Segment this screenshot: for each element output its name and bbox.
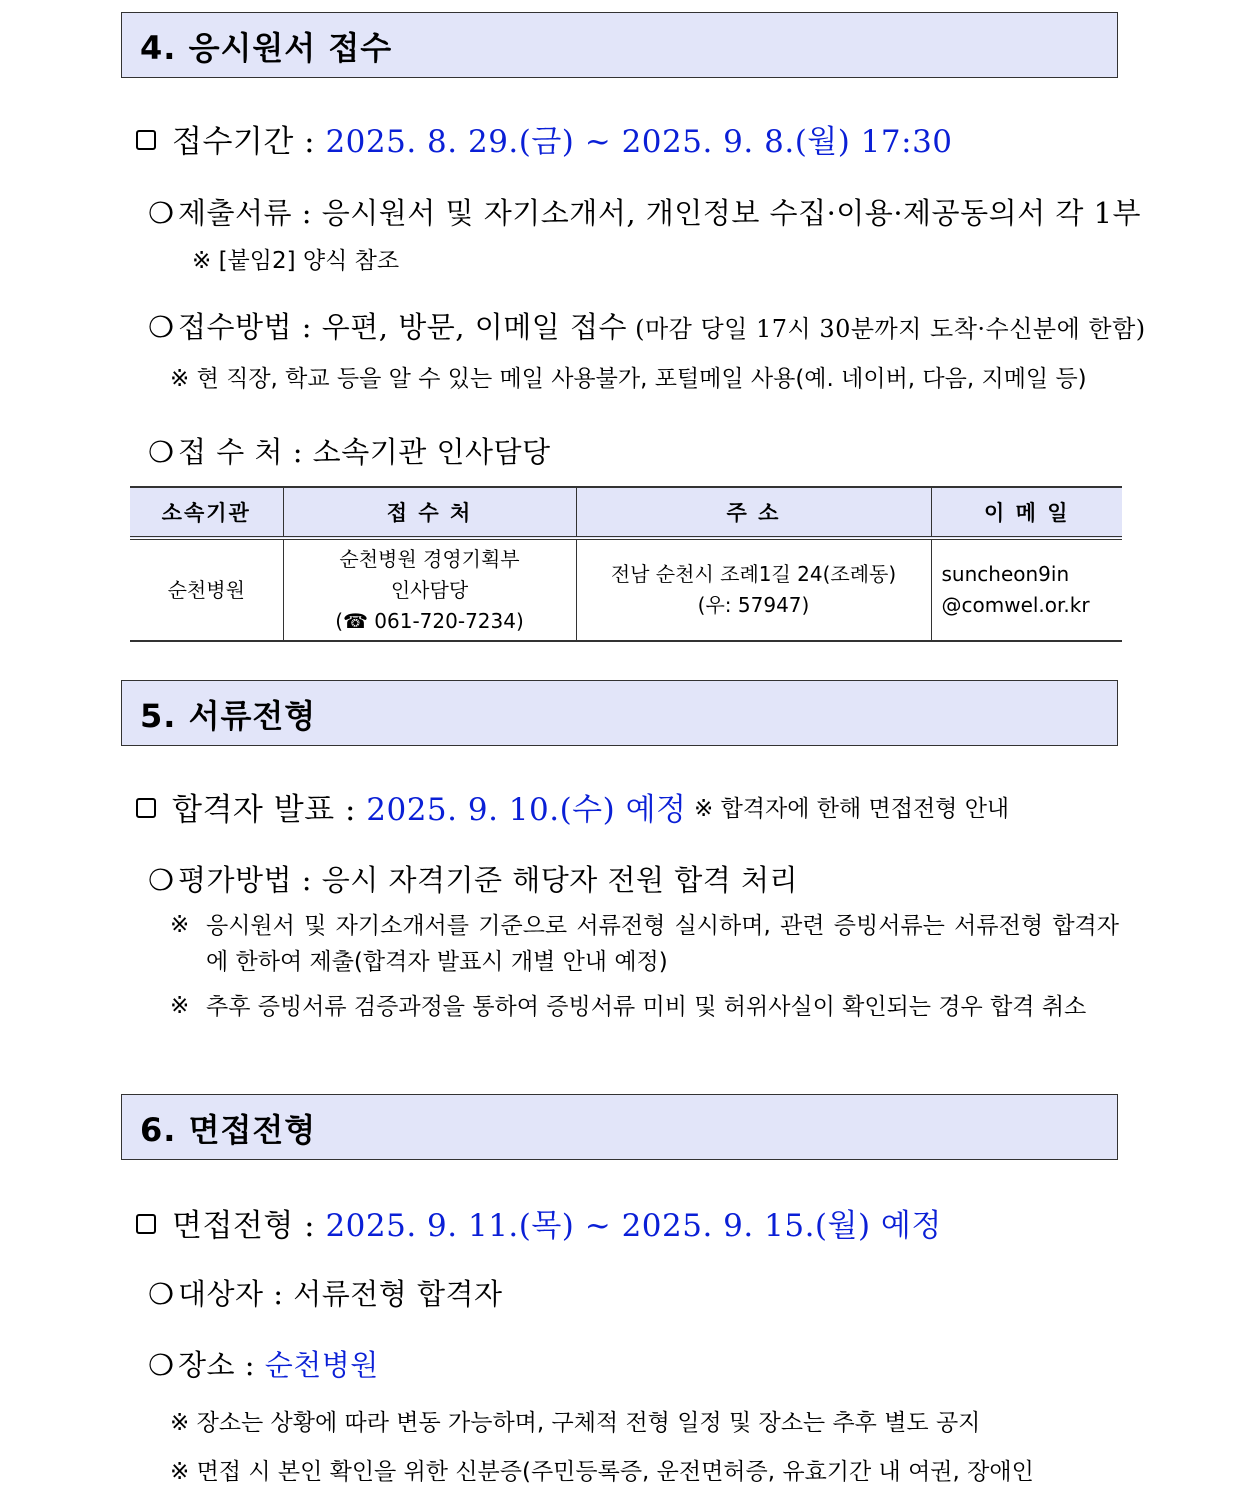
announcement-value: 2025. 9. 10.(수) 예정 [366, 792, 687, 828]
table-header-row [130, 487, 1122, 538]
interview-place: ❍ 장소 : 순천병원 [148, 1348, 379, 1382]
interview-period-value: 2025. 9. 11.(목) ~ 2025. 9. 15.(월) 예정 [325, 1208, 942, 1244]
section-4-title: 4. 응시원서 접수 [140, 29, 393, 67]
table-header-address: 주 소 [576, 487, 931, 538]
checkbox-square-icon [136, 798, 156, 818]
phone-number: (☎ 061-720-7234) [335, 608, 524, 633]
reception-period-value: 2025. 8. 29.(금) ~ 2025. 9. 8.(월) 17:30 [325, 124, 953, 160]
section-5-header [121, 680, 1118, 746]
circle-bullet-icon: ❍ [148, 435, 175, 469]
interview-note-1: ※ 장소는 상황에 따라 변동 가능하며, 구체적 전형 일정 및 장소는 추후 별도 공지 [170, 1410, 981, 1436]
table-row [130, 538, 1122, 641]
circle-bullet-icon: ❍ [148, 863, 175, 897]
circle-bullet-icon: ❍ [148, 196, 175, 230]
table-header-org: 소속기관 [130, 487, 283, 538]
interview-period: 면접전형 : 2025. 9. 11.(목) ~ 2025. 9. 15.(월) 예정 [136, 1200, 942, 1245]
circle-bullet-icon: ❍ [148, 1277, 175, 1311]
eval-note-1: 응시원서 및 자기소개서를 기준으로 서류전형 실시하며, 관련 증빙서류는 서류전형 합격자에 한하여 제출(합격자 발표시 개별 안내 예정) [206, 913, 1119, 975]
evaluation-method: ❍ 평가방법 : 응시 자격기준 해당자 전원 합격 처리 [148, 863, 799, 897]
reception-table [130, 486, 1122, 642]
reception-method: ❍ 접수방법 : 우편, 방문, 이메일 접수 (마감 당일 17시 30분까지 도착·수신분에 한함) [148, 310, 1146, 344]
section-6-title: 6. 면접전형 [140, 1111, 317, 1149]
table-header-email: 이 메 일 [931, 487, 1122, 538]
eval-note-2: 추후 증빙서류 검증과정을 통하여 증빙서류 미비 및 허위사실이 확인되는 경우 합격 취소 [206, 994, 1087, 1020]
cell-address: 전남 순천시 조례1길 24(조례동) (우: 57947) [576, 538, 931, 641]
note-mark: ※ [170, 912, 190, 938]
interview-target: ❍ 대상자 : 서류전형 합격자 [148, 1277, 503, 1311]
reception-place: ❍ 접 수 처 : 소속기관 인사담당 [148, 435, 551, 469]
section-5-title: 5. 서류전형 [140, 697, 317, 735]
interview-note-2: ※ 면접 시 본인 확인을 위한 신분증(주민등록증, 운전면허증, 유효기간 내 여권, 장애인 [170, 1459, 1034, 1485]
circle-bullet-icon: ❍ [148, 1348, 175, 1382]
announcement-note: ※ 합격자에 한해 면접전형 안내 [694, 796, 1010, 822]
cell-dept: 순천병원 경영기획부 인사담당 (☎ 061-720-7234) [283, 538, 576, 641]
announcement: 합격자 발표 : 2025. 9. 10.(수) 예정 [136, 784, 686, 829]
section-6-header [121, 1094, 1118, 1160]
section-4-header [121, 12, 1118, 78]
reception-method-note: ※ 현 직장, 학교 등을 알 수 있는 메일 사용불가, 포털메일 사용(예. 네이버, 다음, 지메일 등) [170, 366, 1087, 392]
circle-bullet-icon: ❍ [148, 310, 175, 344]
note-mark: ※ [170, 993, 190, 1019]
cell-email: suncheon9in @comwel.or.kr [931, 538, 1122, 641]
checkbox-square-icon [136, 130, 156, 150]
table-header-dept: 접 수 처 [283, 487, 576, 538]
checkbox-square-icon [136, 1214, 156, 1234]
cell-org: 순천병원 [130, 538, 283, 641]
reception-period: 접수기간 : 2025. 8. 29.(금) ~ 2025. 9. 8.(월) 17:30 [136, 116, 953, 161]
interview-place-value: 순천병원 [264, 1348, 379, 1382]
submission-docs: ❍ 제출서류 : 응시원서 및 자기소개서, 개인정보 수집·이용·제공동의서 각 1부 [148, 196, 1142, 230]
submission-docs-note: ※ [붙임2] 양식 참조 [192, 248, 400, 274]
